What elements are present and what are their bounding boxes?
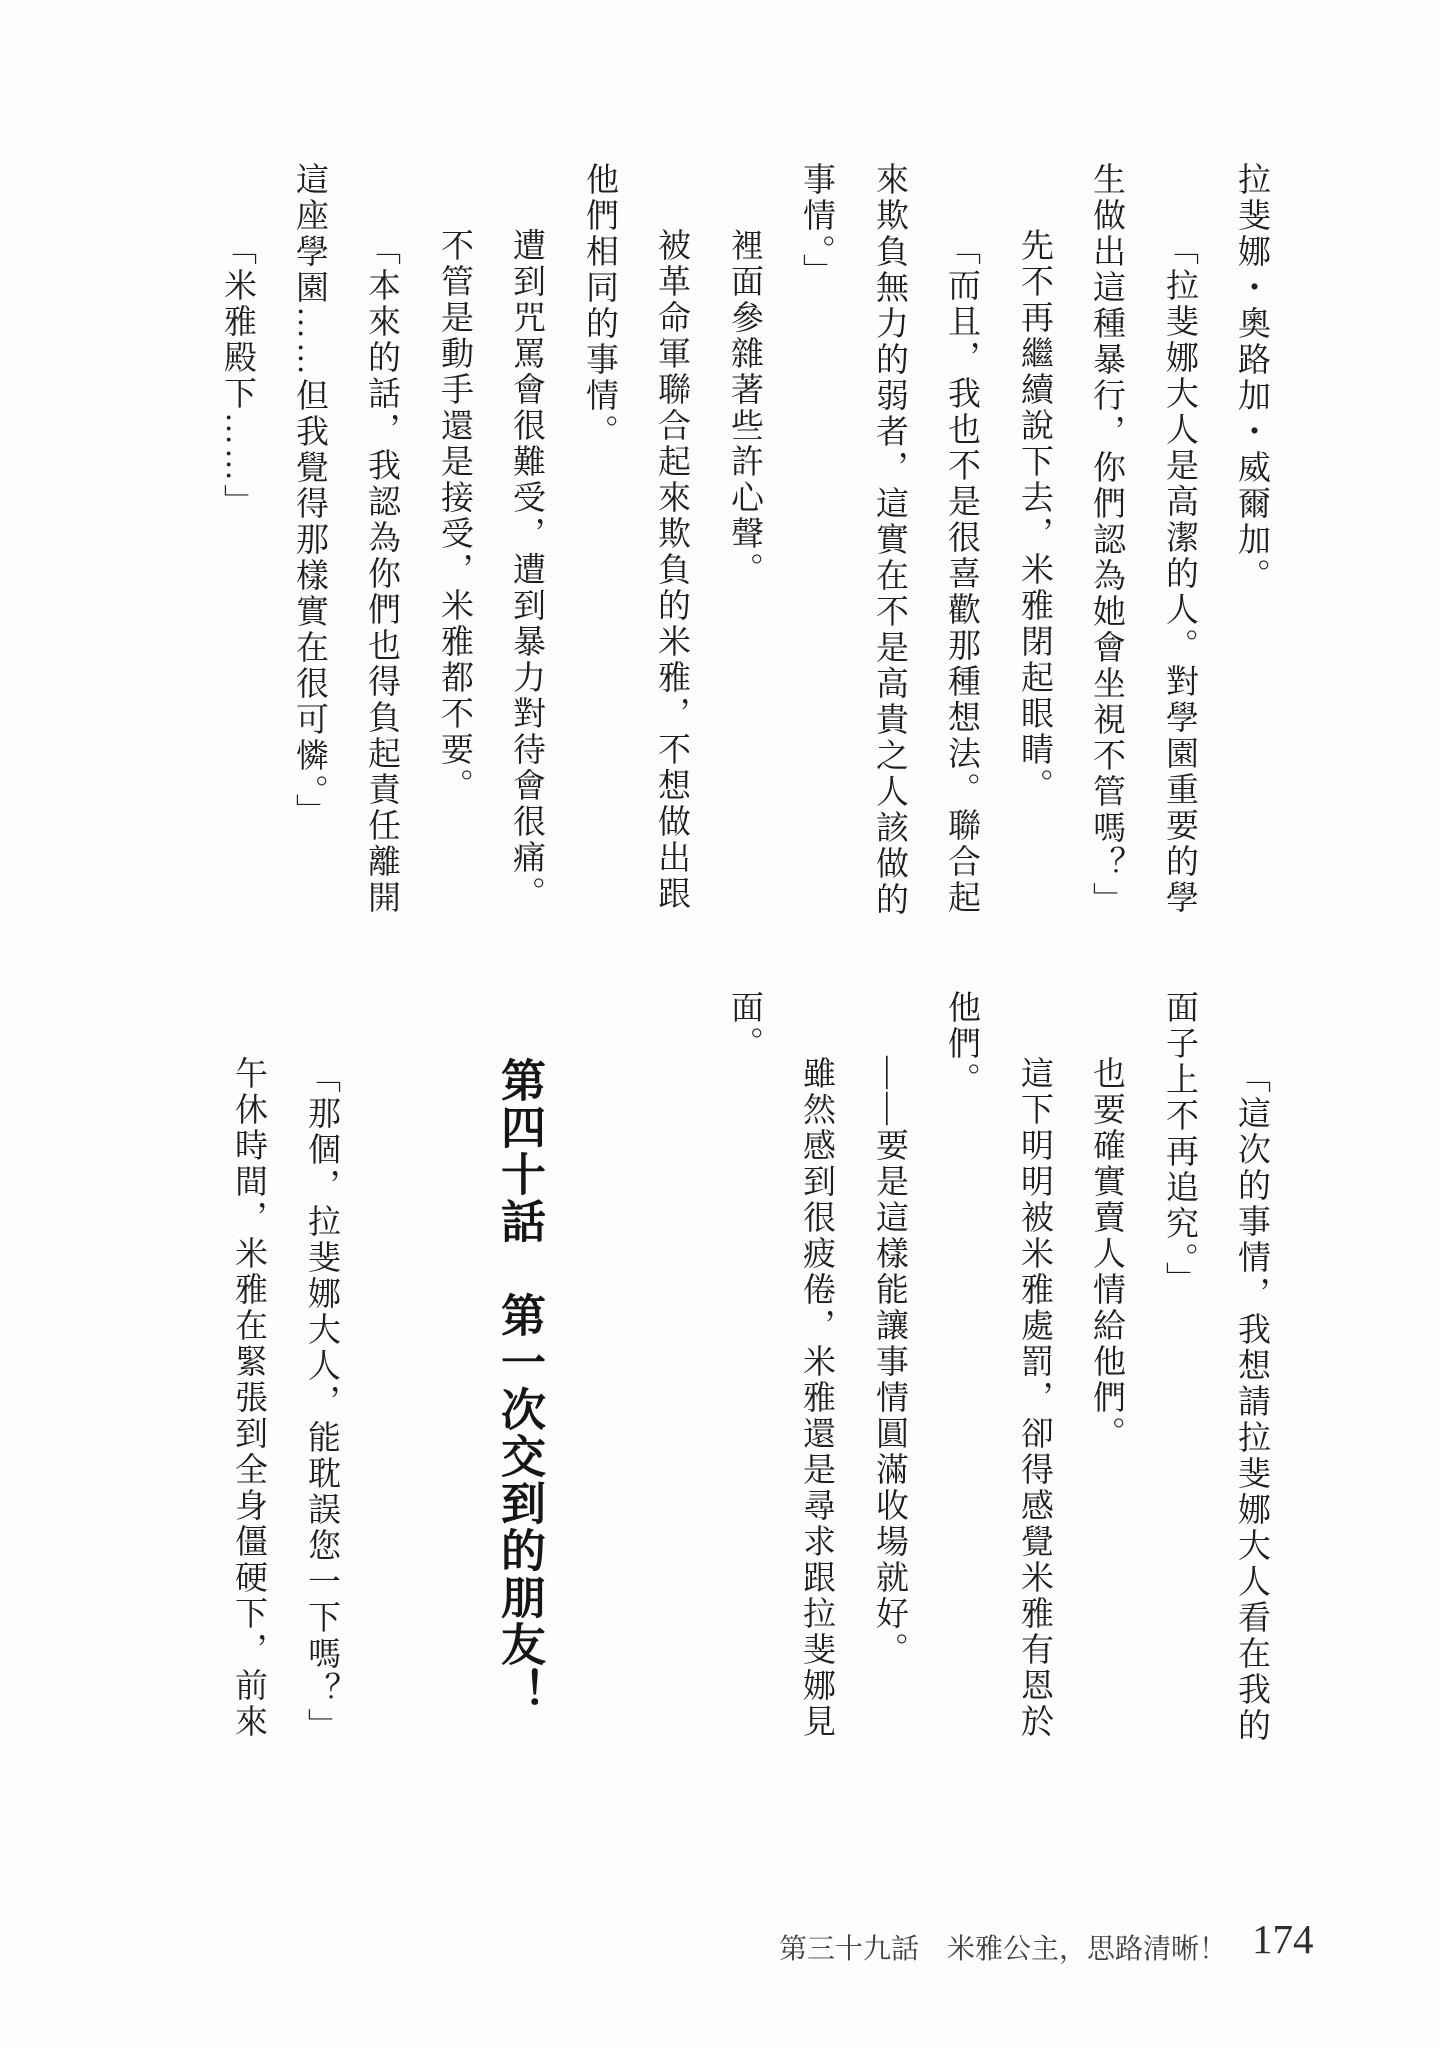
text-column: 這座學園……但我覺得那樣實在很可憐。」 — [291, 162, 327, 830]
text-column: 也要確實賣人情給他們。 — [1088, 1056, 1124, 1452]
text-column: 「米雅殿下……」 — [219, 232, 255, 520]
text-column: 「拉斐娜大人是高潔的人。對學園重要的學 — [1161, 232, 1197, 916]
text-column: 面。 — [726, 990, 762, 1062]
text-column: 「這次的事情，我想請拉斐娜大人看在我的 — [1233, 1060, 1269, 1744]
text-column: 拉斐娜・奧路加・威爾加。 — [1233, 162, 1269, 594]
text-column: 午休時間，米雅在緊張到全身僵硬下，前來 — [230, 1056, 266, 1740]
text-column: 遭到咒罵會很難受，遭到暴力對待會很痛。 — [508, 228, 544, 912]
text-column: 「而且，我也不是很喜歡那種想法。聯合起 — [943, 232, 979, 916]
text-column: 生做出這種暴行，你們認為她會坐視不管嗎？」 — [1088, 162, 1124, 918]
page-number: 174 — [1252, 1916, 1314, 1962]
text-column: 被革命軍聯合起來欺負的米雅，不想做出跟 — [653, 228, 689, 912]
text-column: 他們。 — [943, 990, 979, 1098]
text-column: 不管是動手還是接受，米雅都不要。 — [436, 228, 472, 804]
text-column: 先不再繼續說下去，米雅閉起眼睛。 — [1016, 228, 1052, 804]
text-column: 雖然感到很疲倦，米雅還是尋求跟拉斐娜見 — [798, 1056, 834, 1740]
text-column: 這下明明被米雅處罰，卻得感覺米雅有恩於 — [1016, 1056, 1052, 1740]
text-column: 來欺負無力的弱者，這實在不是高貴之人該做的 — [871, 162, 907, 918]
chapter-heading: 第四十話 第一次交到的朋友！ — [494, 1057, 544, 1715]
text-column: 「那個，拉斐娜大人，能耽誤您一下嗎？」 — [303, 1060, 339, 1744]
footer-running-title: 第三十九話 米雅公主，思路清晰！ — [779, 1933, 1228, 1964]
text-column: ——要是這樣能讓事情圓滿收場就好。 — [871, 1056, 907, 1668]
text-column: 「本來的話，我認為你們也得負起責任離開 — [363, 232, 399, 916]
text-column: 事情。」 — [798, 162, 834, 290]
text-column: 他們相同的事情。 — [581, 162, 617, 450]
text-column: 裡面參雜著些許心聲。 — [726, 228, 762, 588]
text-column: 面子上不再追究。」 — [1161, 990, 1197, 1298]
